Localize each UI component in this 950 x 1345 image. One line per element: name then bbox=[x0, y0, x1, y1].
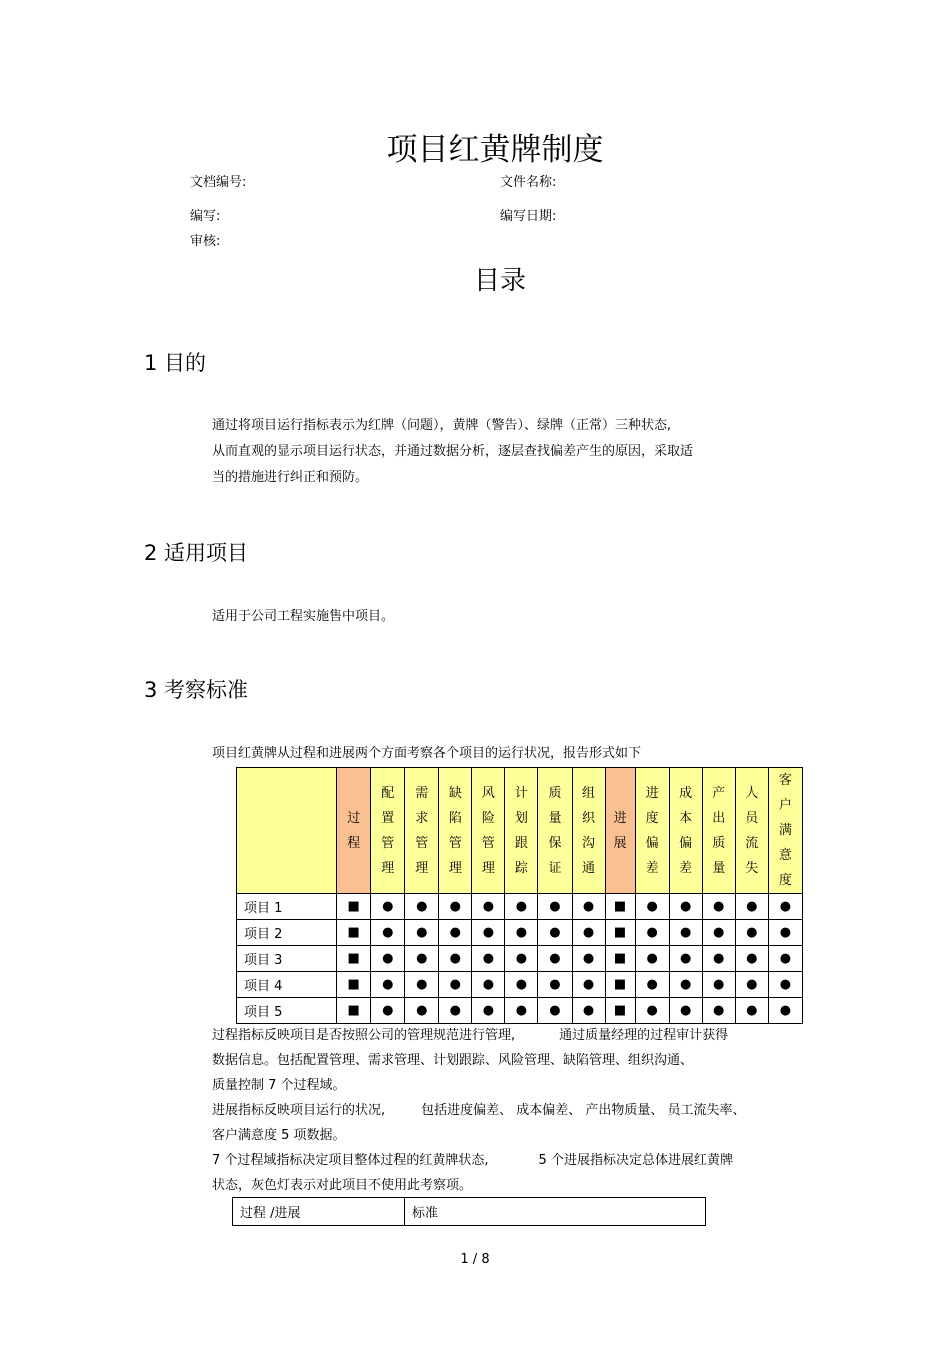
status-circle: ● bbox=[768, 972, 802, 998]
standard-table bbox=[232, 1197, 706, 1226]
status-square: ■ bbox=[337, 998, 371, 1024]
note-text: 5 个进展指标决定总体进展红黄牌 bbox=[538, 1153, 733, 1168]
status-circle: ● bbox=[371, 998, 405, 1024]
status-circle: ● bbox=[735, 920, 768, 946]
status-circle: ● bbox=[735, 946, 768, 972]
row-label: 项目 2 bbox=[237, 920, 337, 946]
purpose-paragraph bbox=[212, 413, 693, 491]
status-circle: ● bbox=[472, 946, 505, 972]
status-circle: ● bbox=[505, 920, 538, 946]
status-circle: ● bbox=[735, 894, 768, 920]
status-circle: ● bbox=[371, 946, 405, 972]
status-circle: ● bbox=[702, 972, 735, 998]
status-circle: ● bbox=[635, 894, 669, 920]
status-circle: ● bbox=[768, 894, 802, 920]
purpose-line: 从而直观的显示项目运行状态，并通过数据分析，逐层查找偏差产生的原因，采取适 bbox=[212, 444, 694, 459]
review-label: 审核: bbox=[190, 234, 221, 249]
status-circle: ● bbox=[635, 998, 669, 1024]
table-row bbox=[233, 1198, 706, 1226]
header-requirements-mgmt: 需 求 管 理 bbox=[405, 768, 439, 894]
status-circle: ● bbox=[472, 972, 505, 998]
status-circle: ● bbox=[405, 946, 439, 972]
note-text: 进展指标反映项目运行的状况, bbox=[212, 1103, 386, 1118]
status-circle: ● bbox=[405, 998, 439, 1024]
status-circle: ● bbox=[669, 920, 702, 946]
status-circle: ● bbox=[768, 920, 802, 946]
status-square: ■ bbox=[605, 920, 635, 946]
status-circle: ● bbox=[702, 920, 735, 946]
status-circle: ● bbox=[572, 920, 605, 946]
status-circle: ● bbox=[669, 998, 702, 1024]
file-name-label: 文件名称: bbox=[500, 175, 557, 190]
table-row bbox=[237, 972, 803, 998]
note-text: 客户满意度 5 项数据。 bbox=[212, 1128, 346, 1143]
row-label: 项目 5 bbox=[237, 998, 337, 1024]
status-circle: ● bbox=[439, 972, 472, 998]
note-text: 状态，灰色灯表示对此项目不使用此考察项。 bbox=[212, 1178, 473, 1193]
status-circle: ● bbox=[472, 894, 505, 920]
status-rule-note bbox=[212, 1148, 733, 1198]
status-circle: ● bbox=[635, 920, 669, 946]
page-number: 1 / 8 bbox=[460, 1252, 490, 1267]
header-plan-tracking: 计 划 跟 踪 bbox=[505, 768, 538, 894]
row-label: 项目 3 bbox=[237, 946, 337, 972]
status-circle: ● bbox=[439, 998, 472, 1024]
row-label: 项目 1 bbox=[237, 894, 337, 920]
status-square: ■ bbox=[605, 972, 635, 998]
status-circle: ● bbox=[572, 946, 605, 972]
section-heading-criteria: 3 考察标准 bbox=[144, 678, 249, 702]
status-circle: ● bbox=[538, 894, 572, 920]
note-text: 数据信息。包括配置管理、需求管理、计划跟踪、风险管理、缺陷管理、组织沟通、 bbox=[212, 1053, 694, 1068]
process-indicator-note bbox=[212, 1023, 728, 1098]
header-org-communication: 组 织 沟 通 bbox=[572, 768, 605, 894]
status-circle: ● bbox=[472, 998, 505, 1024]
note-text: 质量控制 7 个过程域。 bbox=[212, 1078, 346, 1093]
header-cost-deviation: 成 本 偏 差 bbox=[669, 768, 702, 894]
status-circle: ● bbox=[635, 972, 669, 998]
standard-col-standard: 标准 bbox=[405, 1198, 706, 1226]
header-corner-cell bbox=[237, 768, 337, 894]
note-text: 通过质量经理的过程审计获得 bbox=[559, 1028, 729, 1043]
status-circle: ● bbox=[702, 894, 735, 920]
table-row bbox=[237, 946, 803, 972]
progress-indicator-note bbox=[212, 1098, 746, 1148]
criteria-intro: 项目红黄牌从过程和进展两个方面考察各个项目的运行状况，报告形式如下 bbox=[212, 746, 642, 761]
table-row bbox=[237, 920, 803, 946]
author-label: 编写: bbox=[190, 209, 221, 224]
status-circle: ● bbox=[572, 998, 605, 1024]
status-circle: ● bbox=[669, 894, 702, 920]
document-title: 项目红黄牌制度 bbox=[386, 132, 604, 168]
purpose-line: 通过将项目运行指标表示为红牌（问题），黄牌（警告）、绿牌（正常）三种状态, bbox=[212, 418, 672, 433]
header-config-mgmt: 配 置 管 理 bbox=[371, 768, 405, 894]
header-quality-assurance: 质 量 保 证 bbox=[538, 768, 572, 894]
status-circle: ● bbox=[538, 946, 572, 972]
status-circle: ● bbox=[505, 894, 538, 920]
status-square: ■ bbox=[337, 894, 371, 920]
status-circle: ● bbox=[702, 946, 735, 972]
section-heading-purpose: 1 目的 bbox=[144, 351, 207, 375]
status-circle: ● bbox=[439, 946, 472, 972]
status-circle: ● bbox=[538, 920, 572, 946]
status-circle: ● bbox=[669, 946, 702, 972]
status-square: ■ bbox=[605, 894, 635, 920]
header-defect-mgmt: 缺 陷 管 理 bbox=[439, 768, 472, 894]
status-square: ■ bbox=[337, 972, 371, 998]
status-square: ■ bbox=[337, 920, 371, 946]
header-risk-mgmt: 风 险 管 理 bbox=[472, 768, 505, 894]
status-circle: ● bbox=[405, 920, 439, 946]
status-circle: ● bbox=[371, 972, 405, 998]
note-text: 7 个过程域指标决定项目整体过程的红黄牌状态, bbox=[212, 1153, 489, 1168]
note-text: 过程指标反映项目是否按照公司的管理规范进行管理, bbox=[212, 1028, 516, 1043]
status-circle: ● bbox=[505, 998, 538, 1024]
header-schedule-deviation: 进 度 偏 差 bbox=[635, 768, 669, 894]
standard-col-process-progress: 过程 /进展 bbox=[233, 1198, 405, 1226]
doc-number-label: 文档编号: bbox=[190, 175, 247, 190]
status-circle: ● bbox=[405, 894, 439, 920]
date-label: 编写日期: bbox=[500, 209, 557, 224]
purpose-line: 当的措施进行纠正和预防。 bbox=[212, 470, 369, 485]
note-text: 包括进度偏差、 成本偏差、 产出物质量、 员工流失率、 bbox=[421, 1103, 746, 1118]
status-table bbox=[236, 767, 803, 1024]
header-customer-satisfaction: 客 户 满 意 度 bbox=[768, 768, 802, 894]
status-circle: ● bbox=[439, 894, 472, 920]
status-circle: ● bbox=[702, 998, 735, 1024]
status-square: ■ bbox=[605, 998, 635, 1024]
header-progress: 进 展 bbox=[605, 768, 635, 894]
status-circle: ● bbox=[572, 894, 605, 920]
status-circle: ● bbox=[735, 972, 768, 998]
status-circle: ● bbox=[768, 998, 802, 1024]
status-circle: ● bbox=[371, 894, 405, 920]
section-heading-scope: 2 适用项目 bbox=[144, 541, 249, 565]
table-header-row bbox=[237, 768, 803, 894]
scope-paragraph: 适用于公司工程实施售中项目。 bbox=[212, 609, 395, 624]
table-row bbox=[237, 894, 803, 920]
status-circle: ● bbox=[635, 946, 669, 972]
header-output-quality: 产 出 质 量 bbox=[702, 768, 735, 894]
status-circle: ● bbox=[371, 920, 405, 946]
status-circle: ● bbox=[768, 946, 802, 972]
status-circle: ● bbox=[505, 972, 538, 998]
table-row bbox=[237, 998, 803, 1024]
status-circle: ● bbox=[538, 972, 572, 998]
row-label: 项目 4 bbox=[237, 972, 337, 998]
status-circle: ● bbox=[505, 946, 538, 972]
status-circle: ● bbox=[439, 920, 472, 946]
header-staff-turnover: 人 员 流 失 bbox=[735, 768, 768, 894]
status-circle: ● bbox=[538, 998, 572, 1024]
status-circle: ● bbox=[405, 972, 439, 998]
status-square: ■ bbox=[605, 946, 635, 972]
status-circle: ● bbox=[472, 920, 505, 946]
header-process: 过 程 bbox=[337, 768, 371, 894]
status-circle: ● bbox=[735, 998, 768, 1024]
toc-title: 目录 bbox=[473, 266, 526, 296]
status-circle: ● bbox=[669, 972, 702, 998]
status-circle: ● bbox=[572, 972, 605, 998]
status-square: ■ bbox=[337, 946, 371, 972]
